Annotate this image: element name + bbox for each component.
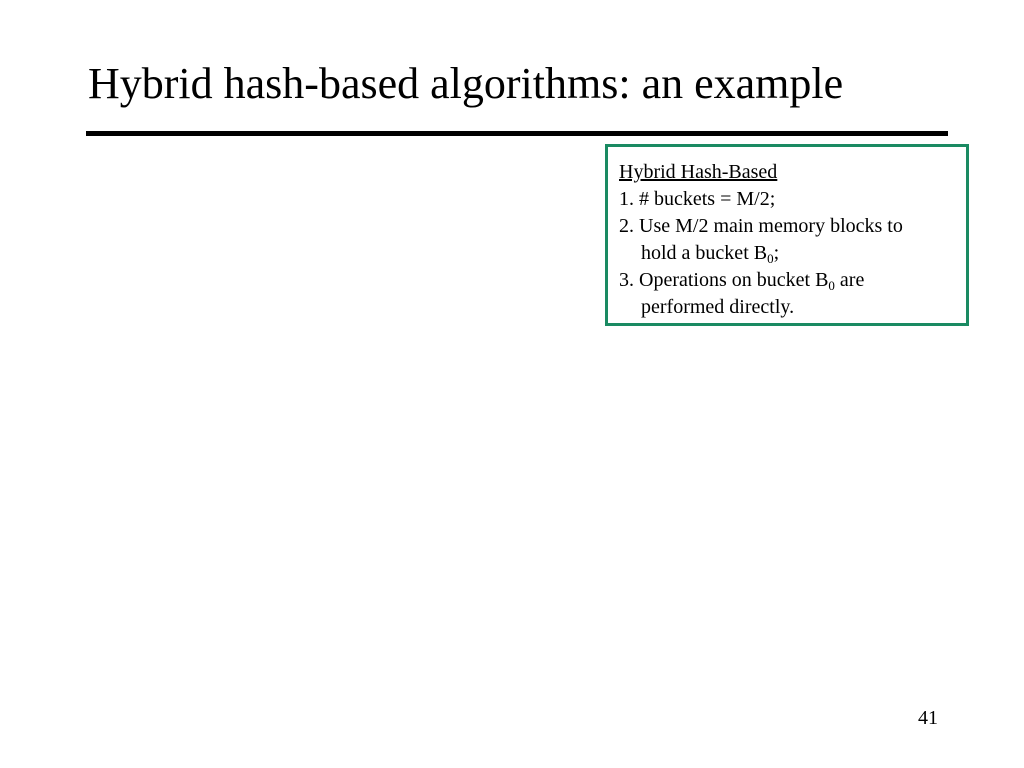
note-line-2 [619, 213, 966, 240]
hybrid-hash-note-box [605, 144, 969, 326]
note-line-2-continued-suffix: ; [773, 242, 780, 264]
note-heading: Hybrid Hash-Based [619, 161, 778, 183]
bucket-subscript: 0 [828, 278, 835, 293]
slide-title: Hybrid hash-based algorithms: an example [88, 59, 844, 108]
note-line-2-continued-text: hold a bucket B [641, 242, 768, 264]
note-line-3-continued: performed directly. [641, 296, 795, 318]
note-line-2-text: 2. Use M/2 main memory blocks to [619, 215, 903, 237]
title-underline-rule [86, 131, 948, 136]
note-line-2-continued [619, 240, 966, 267]
note-line-3-suffix: are [834, 269, 865, 291]
note-line-3-text: 3. Operations on bucket B [619, 269, 829, 291]
page-number: 41 [918, 707, 938, 729]
note-line-1: 1. # buckets = M/2; [619, 188, 776, 210]
note-line-3 [619, 267, 966, 294]
bucket-subscript: 0 [767, 251, 774, 266]
